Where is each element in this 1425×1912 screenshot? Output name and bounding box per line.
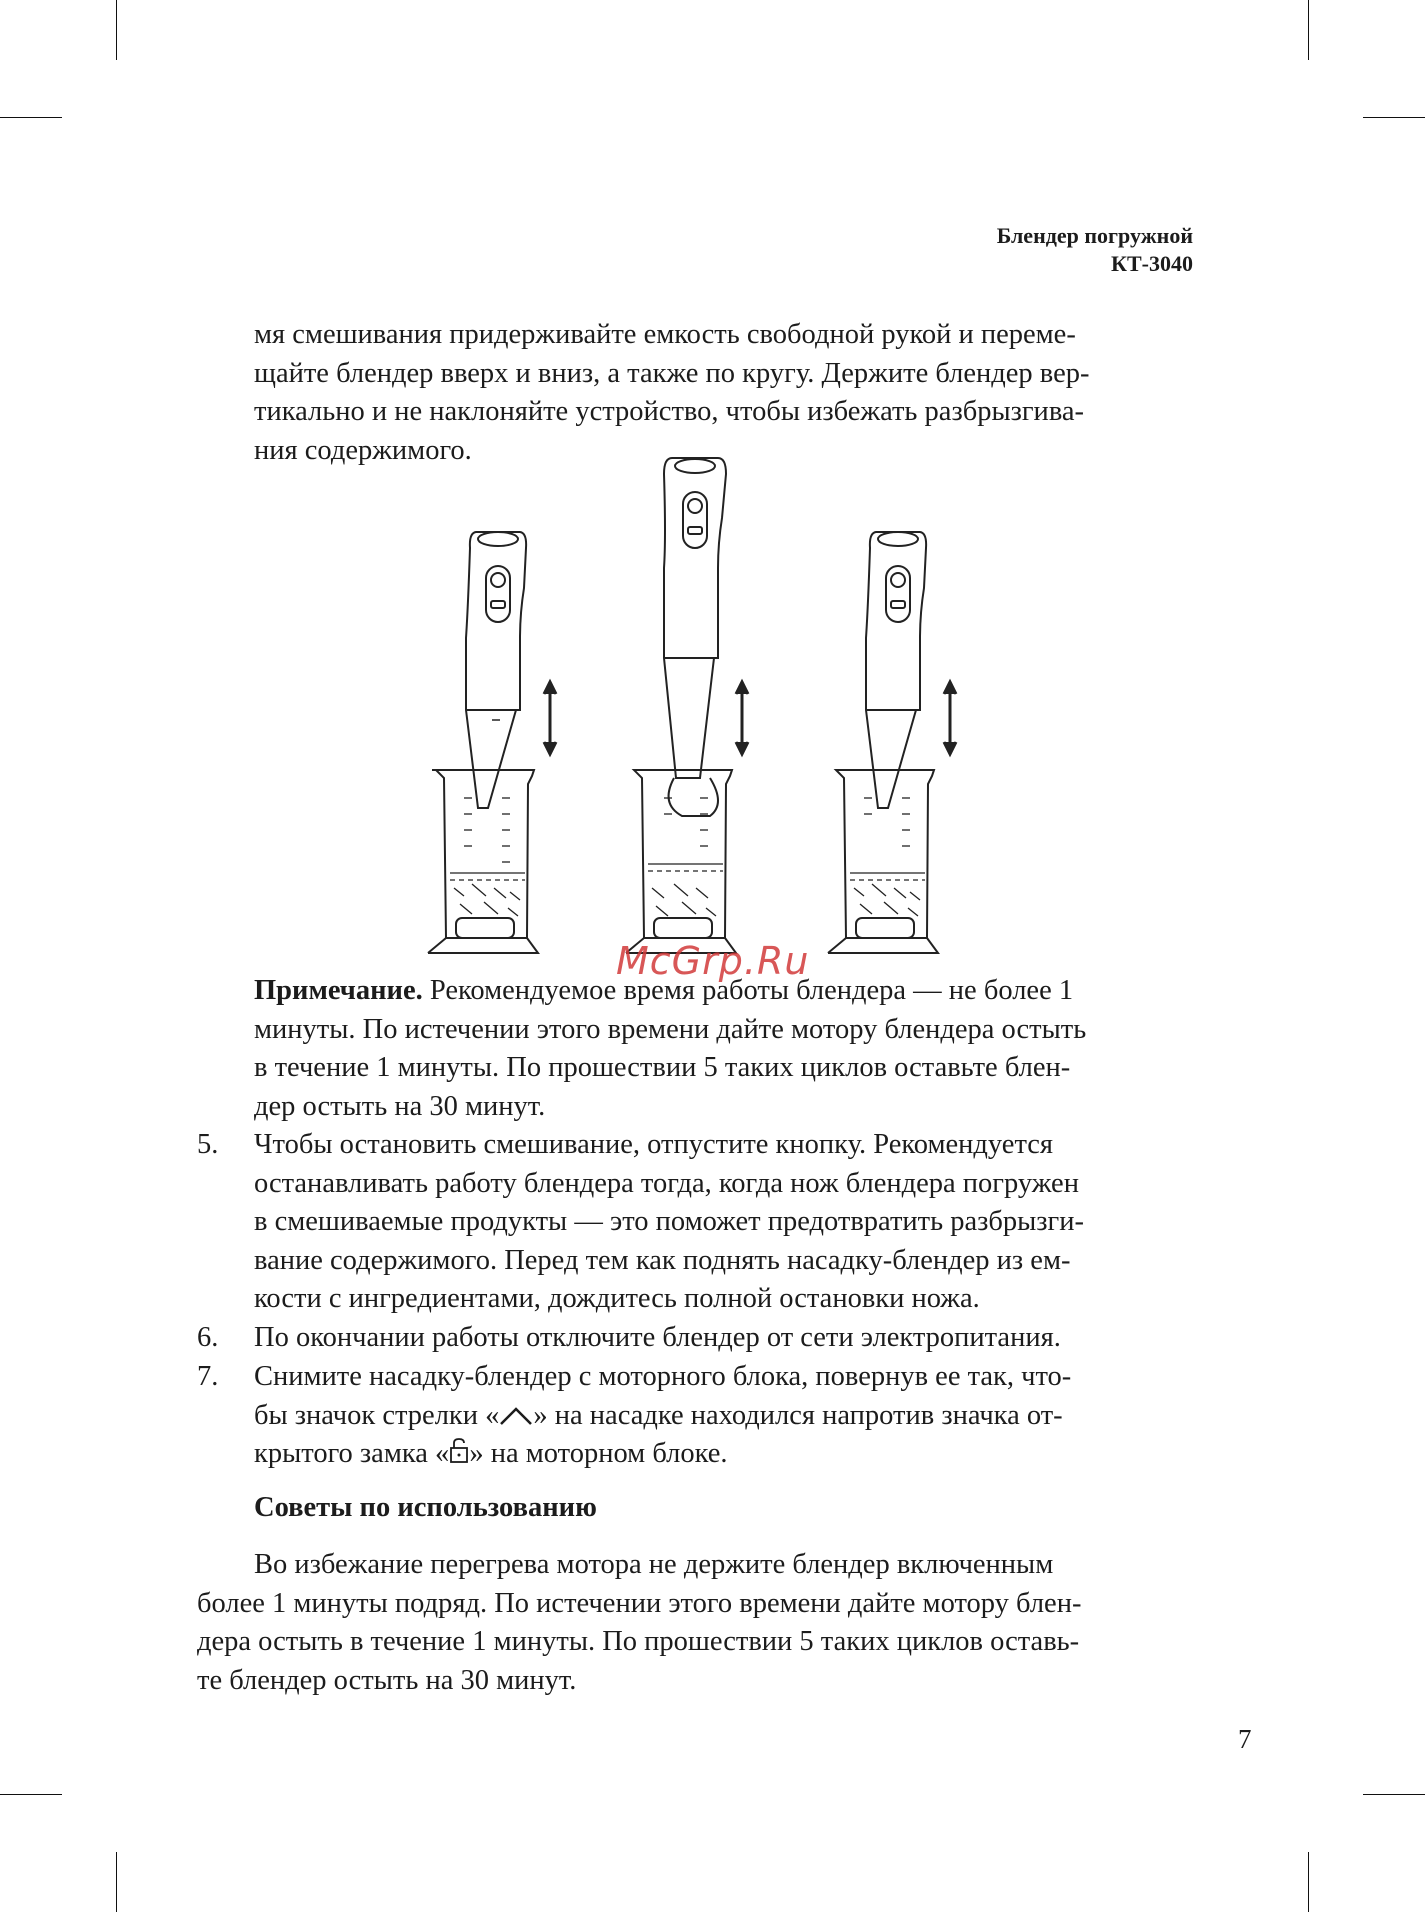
text-line: минуты. По истечении этого времени дайте мотору блендера остыть bbox=[254, 1013, 1087, 1045]
text-line: останавливать работу блендера тогда, когда нож блендера погружен bbox=[254, 1167, 1079, 1199]
text-line: дера остыть в течение 1 минуты. По прошествии 5 таких циклов оставь- bbox=[197, 1626, 1080, 1657]
running-header bbox=[997, 222, 1193, 278]
text-line: По окончании работы отключите блендер от сети электропитания. bbox=[254, 1322, 1061, 1353]
text-line: тикально и не наклоняйте устройство, чтобы избежать разбрызгива- bbox=[254, 396, 1085, 427]
header-title: Блендер погружной bbox=[996, 223, 1193, 248]
text-line: в течение 1 минуты. По прошествии 5 таких циклов оставьте блен- bbox=[254, 1052, 1071, 1083]
text-line: более 1 минуты подряд. По истечении этого времени дайте мотору блен- bbox=[197, 1587, 1082, 1619]
text-line: Снимите насадку-блендер с моторного блока, повернув ее так, что- bbox=[254, 1361, 1072, 1392]
text-span: Рекомендуемое время работы блендера — не более 1 bbox=[422, 975, 1074, 1006]
open-lock-icon bbox=[449, 1437, 469, 1465]
text-span: бы значок стрелки « bbox=[254, 1399, 500, 1431]
list-item bbox=[254, 1319, 1061, 1358]
jug-middle bbox=[626, 770, 736, 953]
crop-mark bbox=[1363, 1794, 1425, 1795]
tips-paragraph bbox=[197, 1546, 1081, 1700]
text-line bbox=[254, 1435, 1071, 1474]
list-number: 5. bbox=[197, 1129, 219, 1160]
page-number: 7 bbox=[1238, 1724, 1252, 1754]
text-line: дер остыть на 30 минут. bbox=[254, 1090, 546, 1122]
text-line bbox=[254, 972, 1086, 1011]
crop-mark bbox=[116, 0, 117, 60]
jug-right bbox=[828, 770, 938, 953]
text-line: в смешиваемые продукты — это поможет предотвратить разбрызги- bbox=[254, 1206, 1084, 1237]
blender-usage-illustration bbox=[424, 448, 992, 966]
intro-paragraph bbox=[254, 316, 1089, 470]
crop-mark bbox=[1363, 117, 1425, 118]
list-number: 7. bbox=[197, 1361, 219, 1392]
list-item bbox=[254, 1358, 1071, 1474]
crop-mark bbox=[1308, 0, 1309, 60]
crop-mark bbox=[0, 1794, 62, 1795]
text-line: щайте блендер вверх и вниз, а также по кругу. Держите блендер вер- bbox=[254, 357, 1090, 389]
watermark: McGrp.Ru bbox=[616, 939, 810, 983]
arrow-up-chevron-icon bbox=[499, 1405, 533, 1427]
text-line bbox=[254, 1397, 1071, 1436]
up-down-arrow-icon bbox=[944, 682, 956, 754]
text-line: кости с ингредиентами, дождитесь полной остановки ножа. bbox=[254, 1283, 980, 1314]
text-line: мя смешивания придерживайте емкость свободной рукой и переме- bbox=[254, 319, 1076, 350]
crop-mark bbox=[0, 117, 62, 118]
text-line: те блендер остыть на 30 минут. bbox=[197, 1664, 577, 1696]
note-label: Примечание. bbox=[254, 975, 423, 1006]
section-heading: Советы по использованию bbox=[254, 1492, 597, 1523]
text-line: Чтобы остановить смешивание, отпустите кнопку. Рекомендуется bbox=[254, 1129, 1054, 1160]
text-line: Во избежание перегрева мотора не держите блендер включенным bbox=[254, 1549, 1054, 1580]
blender-middle bbox=[664, 458, 726, 816]
crop-mark bbox=[1308, 1852, 1309, 1912]
crop-mark bbox=[116, 1852, 117, 1912]
header-model: КТ-3040 bbox=[1111, 251, 1193, 276]
blender-left bbox=[466, 532, 526, 808]
jug-left bbox=[428, 770, 538, 953]
text-line: ния содержимого. bbox=[254, 434, 472, 466]
text-line: вание содержимого. Перед тем как поднять насадку-блендер из ем- bbox=[254, 1244, 1071, 1276]
note-paragraph bbox=[254, 972, 1086, 1126]
up-down-arrow-icon bbox=[544, 682, 556, 754]
up-down-arrow-icon bbox=[736, 682, 748, 754]
text-span: » на моторном блоке. bbox=[469, 1438, 728, 1469]
blender-right bbox=[866, 532, 926, 808]
list-item bbox=[254, 1126, 1084, 1319]
text-span: крытого замка « bbox=[254, 1438, 450, 1469]
list-number: 6. bbox=[197, 1322, 219, 1353]
text-span: » на насадке находился напротив значка от- bbox=[533, 1399, 1063, 1431]
